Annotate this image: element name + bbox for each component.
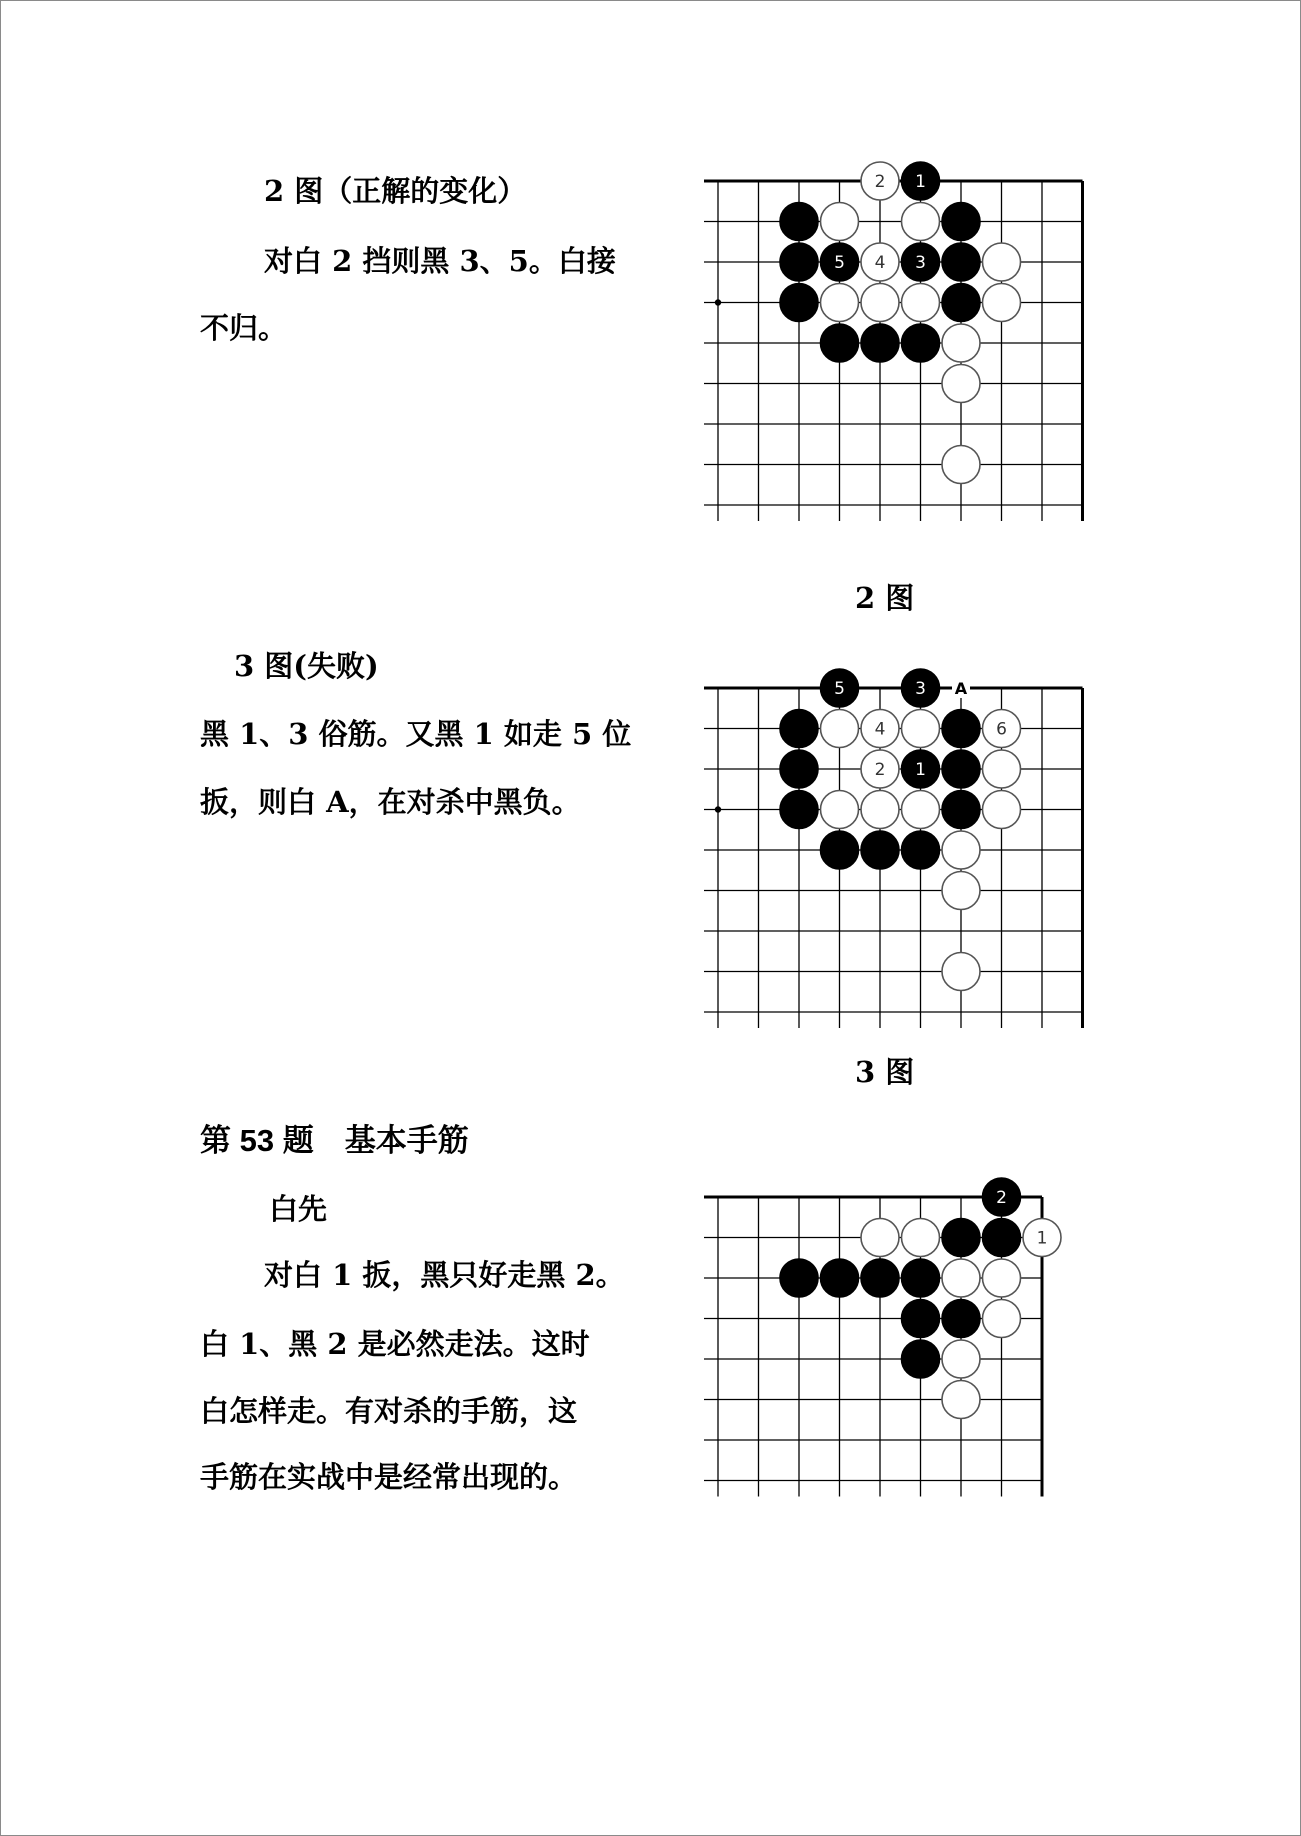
- diagram-3-caption: 3 图: [855, 1055, 915, 1089]
- black-stone: [780, 710, 818, 748]
- white-stone: [942, 324, 980, 362]
- diagram-2-board: [703, 161, 1113, 531]
- problem-text-line: 对白 1 扳，黑只好走黑 2。: [264, 1258, 625, 1292]
- black-stone: [942, 243, 980, 281]
- black-stone: [902, 831, 940, 869]
- black-stone: [780, 791, 818, 829]
- diagram-3-heading: 3 图(失败): [234, 649, 379, 683]
- move-number: 3: [915, 253, 926, 273]
- white-stone: [942, 1381, 980, 1419]
- star-point: [715, 806, 721, 812]
- move-number: 2: [874, 172, 886, 192]
- problem-title: 第 53 题 基本手筋: [200, 1123, 469, 1158]
- problem-text-line: 白 1、黑 2 是必然走法。这时: [200, 1327, 590, 1361]
- white-stone: [983, 1259, 1021, 1297]
- white-stone: [902, 203, 940, 241]
- diagram-2-text-line: 对白 2 挡则黑 3、5。白接: [264, 244, 616, 278]
- black-stone: [861, 831, 899, 869]
- move-number: 1: [915, 172, 926, 192]
- diagram-3-board: [703, 668, 1113, 1038]
- white-stone: [902, 284, 940, 322]
- white-stone: [942, 365, 980, 403]
- white-stone: [821, 284, 859, 322]
- white-stone: [983, 1300, 1021, 1338]
- black-stone: [942, 284, 980, 322]
- diagram-2-heading: 2 图（正解的变化）: [264, 174, 527, 208]
- black-stone: [902, 1340, 940, 1378]
- move-number: 5: [834, 679, 845, 699]
- problem-text-line: 手筋在实战中是经常出现的。: [200, 1460, 578, 1494]
- black-stone: [861, 324, 899, 362]
- white-stone: [983, 750, 1021, 788]
- move-number: 3: [915, 679, 926, 699]
- white-stone: [902, 791, 940, 829]
- diagram-3-text-line: 黑 1、3 俗筋。又黑 1 如走 5 位: [200, 717, 632, 751]
- white-stone: [942, 831, 980, 869]
- black-stone: [942, 750, 980, 788]
- white-stone: [983, 243, 1021, 281]
- white-stone: [861, 1219, 899, 1257]
- white-stone: [983, 284, 1021, 322]
- move-number: 5: [834, 253, 845, 273]
- black-stone: [821, 1259, 859, 1297]
- problem-53-board: [703, 1177, 1073, 1507]
- move-number: 2: [996, 1188, 1007, 1208]
- black-stone: [942, 1300, 980, 1338]
- white-stone: [942, 1340, 980, 1378]
- diagram-2-caption: 2 图: [855, 581, 915, 615]
- white-stone: [983, 791, 1021, 829]
- star-point: [715, 299, 721, 305]
- white-stone: [902, 1219, 940, 1257]
- white-stone: [902, 710, 940, 748]
- white-stone: [942, 872, 980, 910]
- black-stone: [780, 284, 818, 322]
- black-stone: [942, 710, 980, 748]
- diagram-3-text-line: 扳，则白 A，在对杀中黑负。: [200, 785, 581, 819]
- black-stone: [780, 750, 818, 788]
- move-number: 1: [1036, 1228, 1048, 1249]
- black-stone: [780, 243, 818, 281]
- diagram-2-text-line: 不归。: [200, 311, 288, 345]
- black-stone: [780, 203, 818, 241]
- black-stone: [861, 1259, 899, 1297]
- white-stone: [861, 791, 899, 829]
- problem-subheading: 白先: [269, 1192, 328, 1226]
- white-stone: [942, 446, 980, 484]
- black-stone: [821, 324, 859, 362]
- move-number: 1: [915, 760, 926, 780]
- problem-text-line: 白怎样走。有对杀的手筋，这: [200, 1394, 578, 1428]
- white-stone: [861, 284, 899, 322]
- move-number: 6: [996, 719, 1007, 740]
- black-stone: [942, 203, 980, 241]
- black-stone: [902, 1300, 940, 1338]
- black-stone: [983, 1219, 1021, 1257]
- black-stone: [942, 791, 980, 829]
- marker-label: A: [954, 679, 968, 698]
- black-stone: [902, 1259, 940, 1297]
- move-number: 4: [874, 253, 886, 273]
- white-stone: [821, 791, 859, 829]
- white-stone: [821, 203, 859, 241]
- black-stone: [780, 1259, 818, 1297]
- black-stone: [942, 1219, 980, 1257]
- white-stone: [942, 953, 980, 991]
- black-stone: [821, 831, 859, 869]
- move-number: 4: [874, 719, 886, 740]
- black-stone: [902, 324, 940, 362]
- move-number: 2: [874, 760, 886, 780]
- white-stone: [821, 710, 859, 748]
- white-stone: [942, 1259, 980, 1297]
